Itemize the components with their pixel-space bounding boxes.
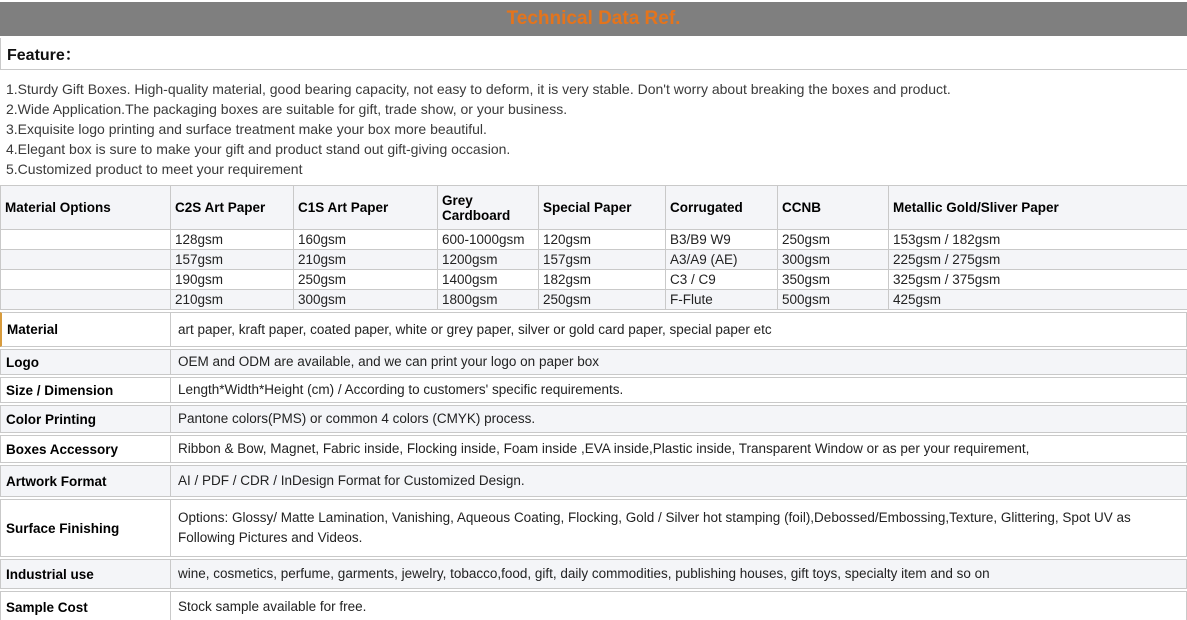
attr-row-logo	[0, 349, 1187, 375]
spec-cell: F-Flute	[666, 290, 778, 310]
spec-cell: A3/A9 (AE)	[666, 250, 778, 270]
spec-cell: 300gsm	[778, 250, 889, 270]
attr-row-industrial-use	[0, 559, 1187, 589]
attr-label: Size / Dimension	[1, 378, 171, 402]
page-title-bar	[0, 2, 1187, 36]
table-row	[1, 270, 1187, 290]
attr-label: Sample Cost	[1, 592, 171, 620]
attr-label: Artwork Format	[1, 466, 171, 496]
spec-cell: B3/B9 W9	[666, 230, 778, 250]
feature-list	[0, 70, 1187, 178]
feature-item: 2.Wide Application.The packaging boxes are suitable for gift, trade show, or your business.	[6, 101, 568, 117]
spec-cell: 210gsm	[294, 250, 438, 270]
table-header-row	[1, 186, 1187, 230]
attr-label: Color Printing	[1, 406, 171, 432]
spec-cell: 250gsm	[294, 270, 438, 290]
spec-cell: 1200gsm	[438, 250, 539, 270]
attr-label: Boxes Accessory	[1, 436, 171, 462]
spec-cell: 350gsm	[778, 270, 889, 290]
attr-row-sample-cost	[0, 591, 1187, 620]
feature-heading-row	[0, 38, 1187, 70]
spec-cell: 300gsm	[294, 290, 438, 310]
feature-item: 3.Exquisite logo printing and surface treatment make your box more beautiful.	[6, 121, 487, 137]
spec-cell: 225gsm / 275gsm	[889, 250, 1187, 270]
spec-cell: 182gsm	[539, 270, 666, 290]
attr-value: wine, cosmetics, perfume, garments, jewelry, tobacco,food, gift, daily commodities, publishing houses, gift toys, specialty item and so on	[178, 566, 990, 581]
spec-cell: 250gsm	[778, 230, 889, 250]
attr-value: Pantone colors(PMS) or common 4 colors (CMYK) process.	[178, 411, 536, 426]
column-header-c2s-art-paper: C2S Art Paper	[171, 186, 294, 230]
spec-cell: 157gsm	[171, 250, 294, 270]
spec-cell-empty	[1, 250, 171, 270]
spec-cell: 210gsm	[171, 290, 294, 310]
spec-cell: 153gsm / 182gsm	[889, 230, 1187, 250]
attr-value: OEM and ODM are available, and we can print your logo on paper box	[178, 354, 599, 369]
table-row	[1, 250, 1187, 270]
table-row	[1, 290, 1187, 310]
feature-item: 5.Customized product to meet your requirement	[6, 161, 303, 177]
attr-row-material	[0, 312, 1187, 347]
spec-cell: 1400gsm	[438, 270, 539, 290]
attribute-rows	[0, 312, 1187, 620]
spec-cell: 250gsm	[539, 290, 666, 310]
column-header-metallic-paper: Metallic Gold/Sliver Paper	[889, 186, 1187, 230]
attr-row-surface-finishing	[0, 499, 1187, 557]
attr-row-size-dimension	[0, 377, 1187, 403]
attr-row-boxes-accessory	[0, 435, 1187, 463]
material-options-table	[0, 185, 1187, 310]
attr-value: Stock sample available for free.	[178, 599, 367, 614]
column-header-special-paper: Special Paper	[539, 186, 666, 230]
spec-cell: 325gsm / 375gsm	[889, 270, 1187, 290]
column-header-ccnb: CCNB	[778, 186, 889, 230]
feature-heading: Feature：	[7, 47, 81, 64]
attr-value: art paper, kraft paper, coated paper, white or grey paper, silver or gold card paper, special paper etc	[178, 321, 772, 337]
spec-cell: 1800gsm	[438, 290, 539, 310]
attr-label: Logo	[1, 350, 171, 374]
spec-cell-empty	[1, 270, 171, 290]
attr-label: Surface Finishing	[1, 500, 171, 556]
column-header-material-options: Material Options	[1, 186, 171, 230]
column-header-grey-cardboard: Grey Cardboard	[438, 186, 539, 230]
attr-row-color-printing	[0, 405, 1187, 433]
page-title: Technical Data Ref.	[506, 8, 681, 29]
spec-cell: 128gsm	[171, 230, 294, 250]
attr-row-artwork-format	[0, 465, 1187, 497]
feature-item: 4.Elegant box is sure to make your gift and product stand out gift-giving occasion.	[6, 141, 511, 157]
table-row	[1, 230, 1187, 250]
spec-cell: 600-1000gsm	[438, 230, 539, 250]
spec-cell-empty	[1, 290, 171, 310]
attr-label: Industrial use	[1, 560, 171, 588]
spec-cell: 190gsm	[171, 270, 294, 290]
spec-cell: 500gsm	[778, 290, 889, 310]
attr-value: Options: Glossy/ Matte Lamination, Vanishing, Aqueous Coating, Flocking, Gold / Silver hot stamping (foil),Debossed/Embossing,Texture, Glittering, Spot UV as Following Pictures and Videos.	[178, 510, 1131, 545]
attr-value: Ribbon & Bow, Magnet, Fabric inside, Flocking inside, Foam inside ,EVA inside,Plastic inside, Transparent Window or as per your requirement,	[178, 441, 1030, 456]
spec-cell-empty	[1, 230, 171, 250]
feature-item: 1.Sturdy Gift Boxes. High-quality material, good bearing capacity, not easy to deform, it is very stable. Don't worry about breaking the boxes and product.	[6, 81, 951, 97]
column-header-c1s-art-paper: C1S Art Paper	[294, 186, 438, 230]
attr-value: AI / PDF / CDR / InDesign Format for Customized Design.	[178, 473, 525, 488]
spec-cell: 120gsm	[539, 230, 666, 250]
attr-label: Material	[2, 313, 171, 346]
spec-cell: 425gsm	[889, 290, 1187, 310]
spec-cell: 157gsm	[539, 250, 666, 270]
column-header-corrugated: Corrugated	[666, 186, 778, 230]
spec-cell: 160gsm	[294, 230, 438, 250]
spec-cell: C3 / C9	[666, 270, 778, 290]
attr-value: Length*Width*Height (cm) / According to customers' specific requirements.	[178, 382, 624, 397]
